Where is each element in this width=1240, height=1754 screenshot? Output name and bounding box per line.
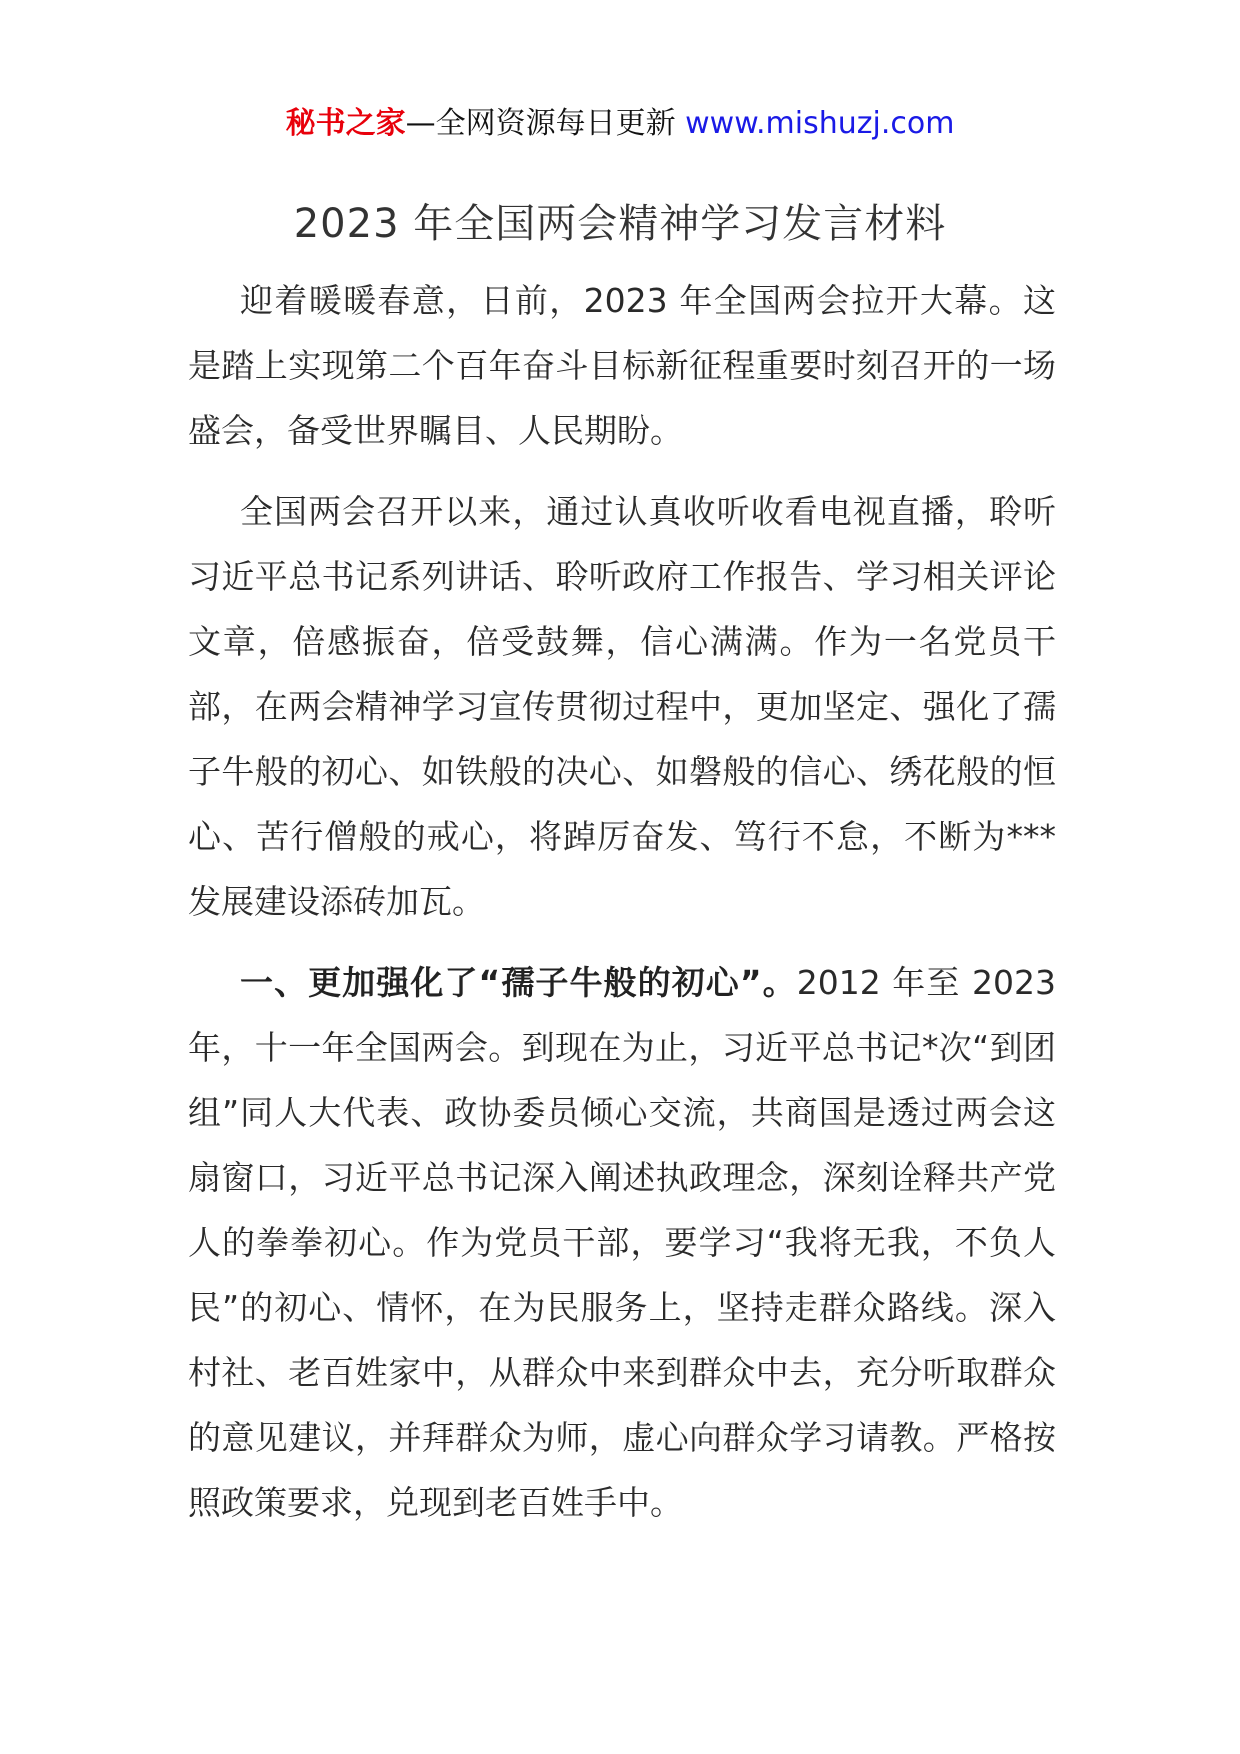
paragraph-text: 迎着暖暖春意，日前，2023 年全国两会拉开大幕。这是踏上实现第二个百年奋斗目标新征程重要时刻召开的一场盛会，备受世界瞩目、人民期盼。 [188, 281, 1056, 450]
header-brand: 秘书之家 [285, 106, 406, 141]
page-header [0, 104, 1240, 144]
document-title: 2023 年全国两会精神学习发言材料 [293, 201, 947, 247]
header-website-link[interactable]: www.mishuzj.com [685, 106, 955, 141]
document-body [188, 268, 1056, 1551]
paragraph-study [188, 479, 1056, 934]
paragraph-text: 全国两会召开以来，通过认真收听收看电视直播，聆听习近平总书记系列讲话、聆听政府工作报告、学习相关评论文章，倍感振奋，倍受鼓舞，信心满满。作为一名党员干部，在两会精神学习宣传贯彻过程中，更加坚定、强化了孺子牛般的初心、如铁般的决心、如磐般的信心、绣花般的恒心、苦行僧般的戒心，将踔厉奋发、笃行不怠，不断为***发展建设添砖加瓦。 [188, 492, 1056, 921]
paragraph-section-one [188, 950, 1056, 1535]
header-slogan: —全网资源每日更新 [405, 106, 686, 141]
paragraph-text: 2012 年至 2023 年，十一年全国两会。到现在为止，习近平总书记*次“到团组”同人大代表、政协委员倾心交流，共商国是透过两会这扇窗口，习近平总书记深入阐述执政理念，深刻诠释共产党人的拳拳初心。作为党员干部，要学习“我将无我，不负人民”的初心、情怀，在为民服务上，坚持走群众路线。深入村社、老百姓家中，从群众中来到群众中去，充分听取群众的意见建议，并拜群众为师，虚心向群众学习请教。严格按照政策要求，兑现到老百姓手中。 [188, 963, 1056, 1522]
paragraph-intro [188, 268, 1056, 463]
section-heading: 一、更加强化了“孺子牛般的初心”。 [240, 963, 797, 1002]
